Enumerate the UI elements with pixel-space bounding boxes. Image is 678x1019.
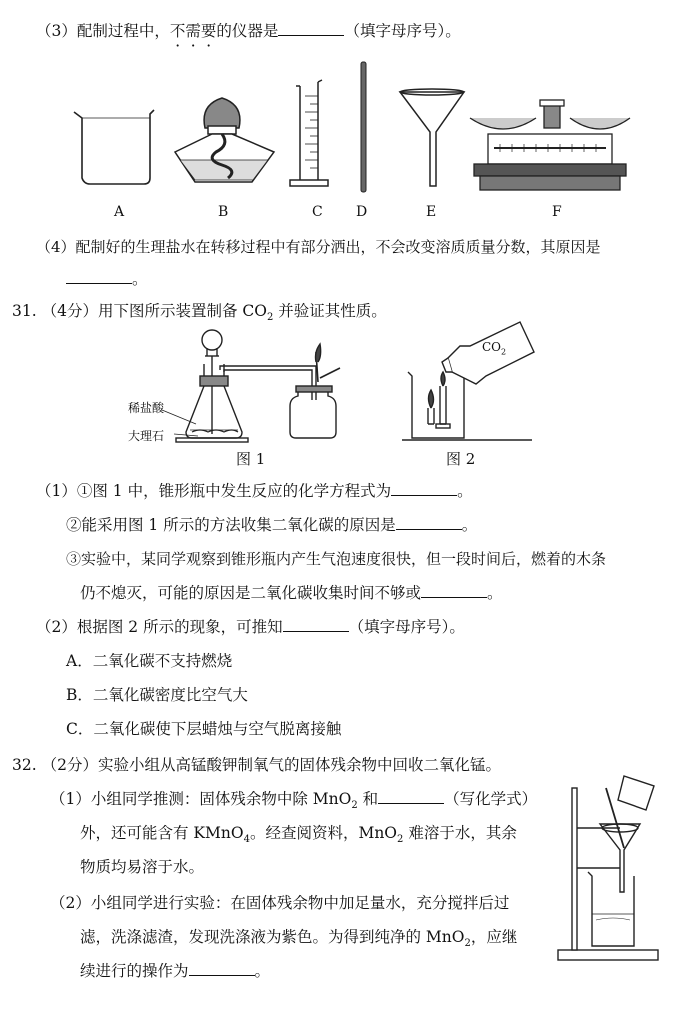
q31-p1-1-text: （1）①图 1 中，锥形瓶中发生反应的化学方程式为 — [36, 482, 392, 500]
q30-p3-suffix: （填字母序号）。 — [344, 22, 461, 40]
q32-p1a-text: （1）小组同学推测：固体残余物中除 MnO — [50, 790, 352, 808]
q32-p1a-sub: 2 — [351, 800, 358, 812]
q32-header: 32. （2分）实验小组从高锰酸钾制氧气的固体残余物中回收二氧化锰。 — [12, 756, 501, 774]
q32-part1-line3: 物质均易溶于水。 — [80, 858, 205, 876]
q32-p2b-end: ，应继 — [470, 928, 518, 946]
option-c: C．二氧化碳使下层蜡烛与空气脱离接触 — [66, 720, 342, 738]
emphasis-char: 不 — [169, 22, 186, 40]
q32-p2c-end: 。 — [254, 962, 271, 980]
option-b: B．二氧化碳密度比空气大 — [66, 686, 248, 704]
q31-p1-3b-text: 仍不熄灭，可能的原因是二氧化碳收集时间不够或 — [80, 584, 422, 602]
label-b: B — [218, 204, 229, 220]
q31-p1-1-end: 。 — [457, 482, 473, 500]
co2-sub: 2 — [501, 347, 507, 357]
q32-p2b-text: 滤，洗涤滤渣，发现洗涤液为紫色。为得到纯净的 MnO — [80, 928, 465, 946]
q31-p2-end: （填字母序号）。 — [348, 618, 465, 636]
label-a: A — [114, 204, 125, 220]
label-f: F — [552, 204, 562, 220]
emphasis-char: 要 — [200, 22, 217, 40]
label-d: D — [356, 204, 368, 220]
q30-part4-line1: （4）配制好的生理盐水在转移过程中有部分洒出，不会改变溶质质量分数，其原因是 — [36, 238, 601, 256]
q31-header-sub: 2 — [266, 312, 274, 324]
co2-text: CO — [482, 340, 502, 354]
q32-p1b-sub: 4 — [243, 834, 250, 846]
q31-part1-3a: ③实验中，某同学观察到锥形瓶内产生气泡速度很快，但一段时间后，燃着的木条 — [66, 550, 607, 568]
q32-p1a-mid: 和 — [357, 790, 379, 808]
q31-p1-3b-end: 。 — [487, 584, 503, 602]
q32-p1b-mid: 。经查阅资料，MnO — [249, 824, 398, 842]
q30-p4-end: 。 — [132, 270, 148, 288]
q32-p1b-sub2: 2 — [397, 834, 404, 846]
q32-p1a-end: （写化学式） — [444, 790, 538, 808]
q32-p2b-sub: 2 — [464, 938, 471, 950]
label-dilute-hcl: 稀盐酸 — [128, 401, 165, 415]
q30-p3-prefix: （3）配制过程中， — [36, 22, 170, 40]
q31-p1-2-text: ②能采用图 1 所示的方法收集二氧化碳的原因是 — [66, 516, 396, 534]
q32-p1b-text: 外，还可能含有 KMnO — [80, 824, 244, 842]
label-marble: 大理石 — [128, 429, 165, 443]
fig1-caption: 图 1 — [236, 450, 266, 468]
label-c: C — [312, 204, 323, 220]
label-e: E — [426, 204, 437, 220]
fig2-caption: 图 2 — [446, 450, 476, 468]
q31-p1-2-end: 。 — [461, 516, 478, 534]
q31-header-text: 31. （4分）用下图所示装置制备 CO — [12, 302, 267, 320]
q31-p2-text: （2）根据图 2 所示的现象，可推知 — [36, 618, 283, 636]
q32-p1b-end: 难溶于水，其余 — [403, 824, 517, 842]
q32-p2c-text: 续进行的操作为 — [80, 962, 189, 980]
option-a: A．二氧化碳不支持燃烧 — [66, 652, 233, 670]
q32-part2-line1: （2）小组同学进行实验：在固体残余物中加足量水，充分搅拌后过 — [50, 894, 510, 912]
q31-header-end: 并验证其性质。 — [273, 302, 387, 320]
emphasis-char: 需 — [185, 22, 201, 40]
q30-p3-mid: 的仪器是 — [216, 22, 279, 40]
